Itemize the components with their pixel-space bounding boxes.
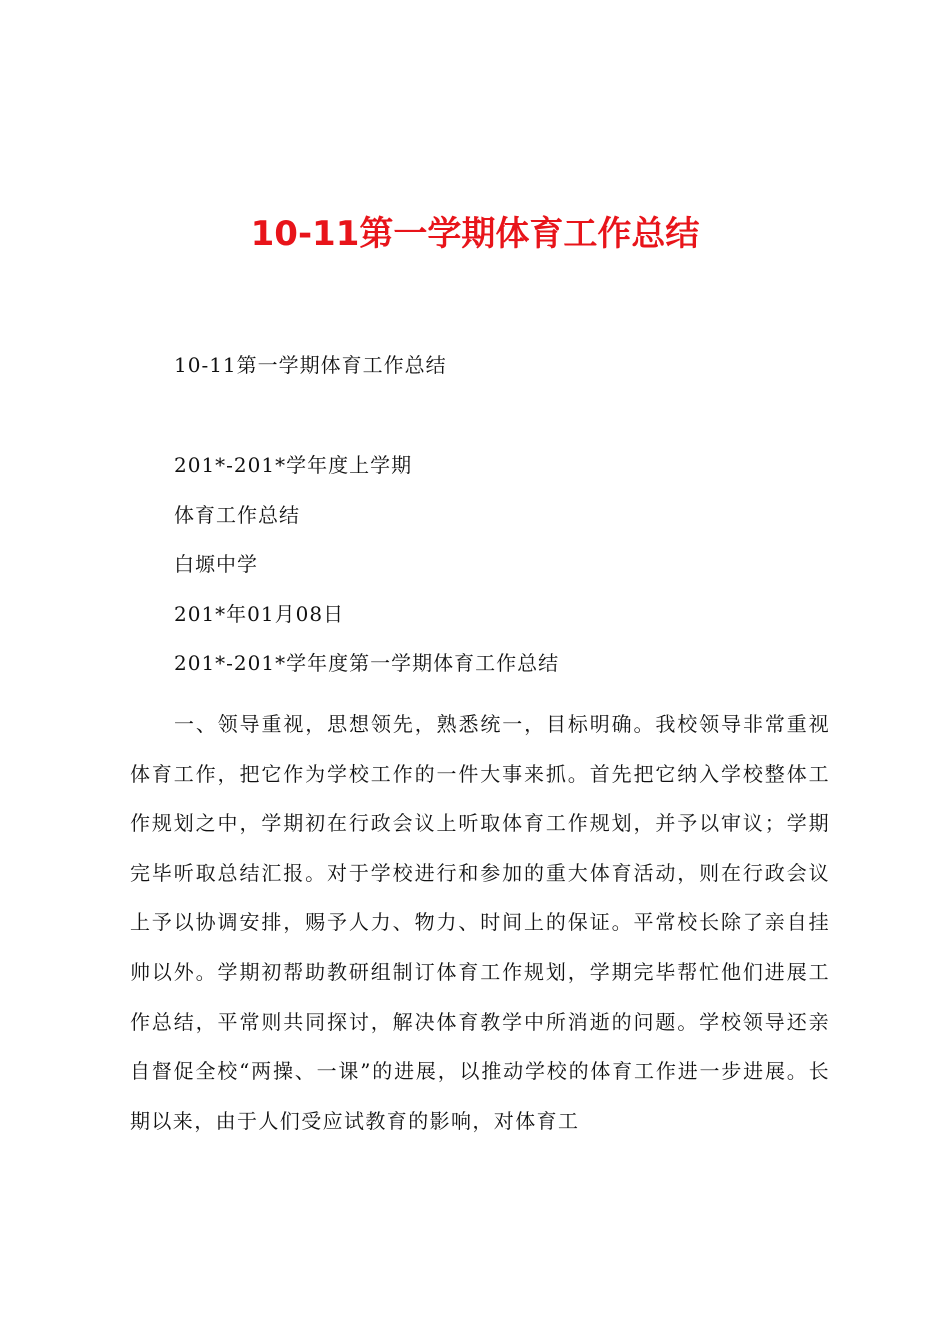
school-name-line: 白塬中学 [174,552,258,576]
report-name-line: 体育工作总结 [174,503,300,527]
document-title: 10-11第一学期体育工作总结 [250,214,700,254]
term-line: 201*-201*学年度上学期 [174,453,413,477]
subtitle-line: 10-11第一学期体育工作总结 [174,353,447,377]
date-line: 201*年01月08日 [174,602,345,626]
section-heading-line: 201*-201*学年度第一学期体育工作总结 [174,651,560,675]
body-paragraph: 一、领导重视，思想领先，熟悉统一，目标明确。我校领导非常重视体育工作，把它作为学校工作的一件大事来抓。首先把它纳入学校整体工作规划之中，学期初在行政会议上听取体育工作规划，并予以审议；学期完毕听取总结汇报。对于学校进行和参加的重大体育活动，则在行政会议上予以协调安排，赐予人力、物力、时间上的保证。平常校长除了亲自挂帅以外。学期初帮助教研组制订体育工作规划，学期完毕帮忙他们进展工作总结，平常则共同探讨，解决体育教学中所消逝的问题。学校领导还亲自督促全校“两操、一课”的进展，以推动学校的体育工作进一步进展。长期以来，由于人们受应试教育的影响，对体育工 [130,712,830,1133]
